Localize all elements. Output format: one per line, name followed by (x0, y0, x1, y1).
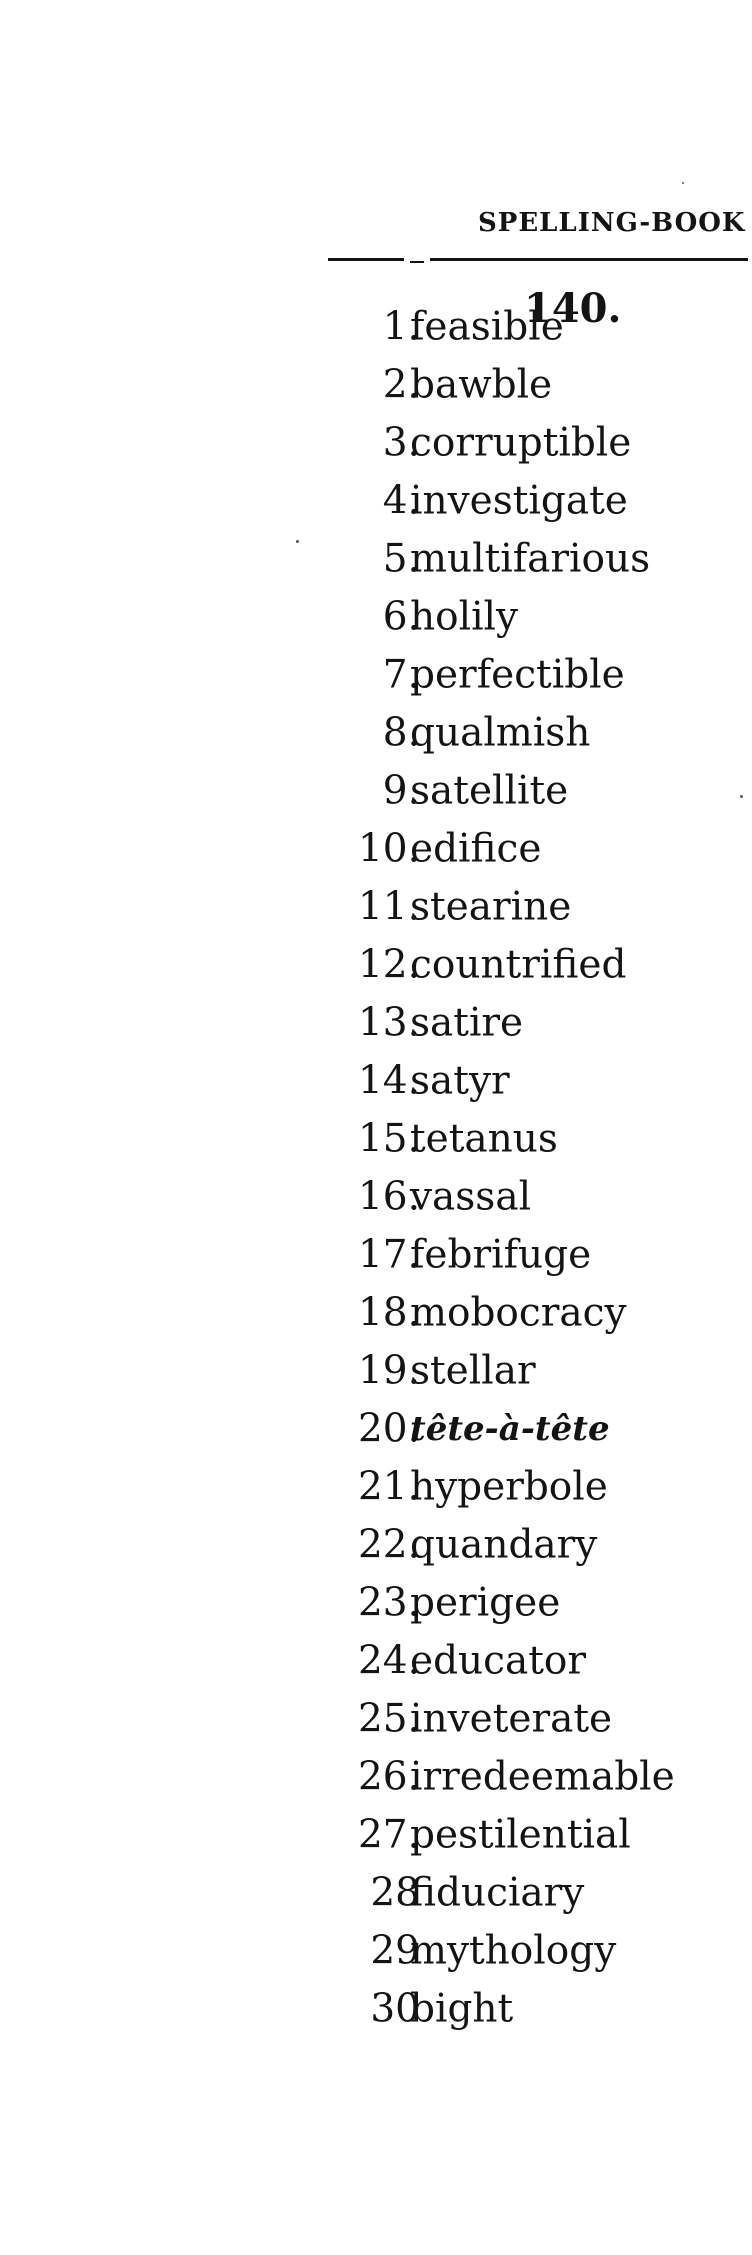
item-number: 3. (382, 420, 420, 466)
spelling-word: stellar (410, 1348, 536, 1394)
list-item (300, 1226, 720, 1284)
running-title: SPELLING-BOOK (478, 208, 746, 238)
spelling-word: inveterate (410, 1696, 613, 1742)
spelling-word: bawble (410, 362, 553, 408)
list-item (300, 878, 720, 936)
item-number: 24. (357, 1638, 420, 1684)
spelling-word: tête-à-tête (410, 1409, 610, 1449)
item-number: 5. (382, 536, 420, 582)
item-number: 28 (370, 1870, 420, 1916)
spelling-word: mythology (410, 1928, 617, 1974)
spelling-word: hyperbole (410, 1464, 608, 1510)
spelling-word: fiduciary (410, 1870, 585, 1916)
spelling-word: satire (410, 1000, 524, 1046)
item-number: 18. (357, 1290, 420, 1336)
spelling-word: educator (410, 1638, 587, 1684)
spelling-word: multifarious (410, 536, 651, 582)
spelling-word: tetanus (410, 1116, 558, 1162)
list-item (300, 1110, 720, 1168)
list-item (300, 1806, 720, 1864)
item-number: 8. (382, 710, 420, 756)
list-item (300, 530, 720, 588)
list-item (300, 1284, 720, 1342)
item-number: 21. (357, 1464, 420, 1510)
item-number: 6. (382, 594, 420, 640)
list-item (300, 1864, 720, 1922)
item-number: 20. (357, 1406, 420, 1452)
spelling-word: satellite (410, 768, 569, 814)
spelling-word: quandary (410, 1522, 598, 1568)
stray-mark (740, 795, 743, 798)
list-item (300, 646, 720, 704)
item-number: 4. (382, 478, 420, 524)
spelling-word: investigate (410, 478, 628, 524)
item-number: 9. (382, 768, 420, 814)
item-number: 14. (357, 1058, 420, 1104)
list-item (300, 1748, 720, 1806)
spelling-word: countrified (410, 942, 627, 988)
item-number: 29 (370, 1928, 420, 1974)
item-number: 27. (357, 1812, 420, 1858)
spelling-word: edifice (410, 826, 542, 872)
spelling-word: febrifuge (410, 1232, 592, 1278)
list-item (300, 1690, 720, 1748)
spelling-word: holily (410, 594, 519, 640)
item-number: 22. (357, 1522, 420, 1568)
list-item (300, 414, 720, 472)
item-number: 30 (370, 1986, 420, 2032)
item-number: 11. (357, 884, 420, 930)
spelling-word: irredeemable (410, 1754, 675, 1800)
list-item (300, 1052, 720, 1110)
spelling-word: vassal (410, 1174, 532, 1220)
spelling-word: perfectible (410, 652, 625, 698)
item-number: 1. (382, 304, 420, 350)
list-item (300, 298, 720, 356)
list-item (300, 1342, 720, 1400)
spelling-word: satyr (410, 1058, 510, 1104)
list-item (300, 472, 720, 530)
spelling-word: mobocracy (410, 1290, 627, 1336)
list-item (300, 762, 720, 820)
item-number: 26. (357, 1754, 420, 1800)
stray-mark (682, 182, 684, 184)
list-item (300, 1574, 720, 1632)
list-item (300, 994, 720, 1052)
list-item (300, 820, 720, 878)
header-rule-left (328, 258, 404, 261)
item-number: 23. (357, 1580, 420, 1626)
list-item (300, 1168, 720, 1226)
list-item (300, 1458, 720, 1516)
list-item (300, 1922, 720, 1980)
spelling-word: qualmish (410, 710, 591, 756)
spelling-word: bight (410, 1986, 514, 2032)
item-number: 16. (357, 1174, 420, 1220)
list-item (300, 1632, 720, 1690)
item-number: 25. (357, 1696, 420, 1742)
list-item (300, 936, 720, 994)
list-item (300, 704, 720, 762)
spelling-word: pestilential (410, 1812, 631, 1858)
item-number: 19. (357, 1348, 420, 1394)
lesson-number: 140. (524, 285, 622, 332)
list-item (300, 1400, 720, 1458)
header-rule-right (430, 258, 748, 261)
header-rule-mid (410, 261, 424, 263)
list-item (300, 1980, 720, 2038)
list-item (300, 1516, 720, 1574)
item-number: 2. (382, 362, 420, 408)
spelling-word-list (300, 298, 720, 2038)
item-number: 17. (357, 1232, 420, 1278)
list-item (300, 356, 720, 414)
item-number: 15. (357, 1116, 420, 1162)
item-number: 7. (382, 652, 420, 698)
stray-mark (296, 540, 299, 543)
spelling-word: corruptible (410, 420, 632, 466)
spelling-word: feasible (410, 304, 564, 350)
item-number: 13. (357, 1000, 420, 1046)
item-number: 12. (357, 942, 420, 988)
item-number: 10. (357, 826, 420, 872)
spelling-word: perigee (410, 1580, 561, 1626)
list-item (300, 588, 720, 646)
spelling-word: stearine (410, 884, 572, 930)
